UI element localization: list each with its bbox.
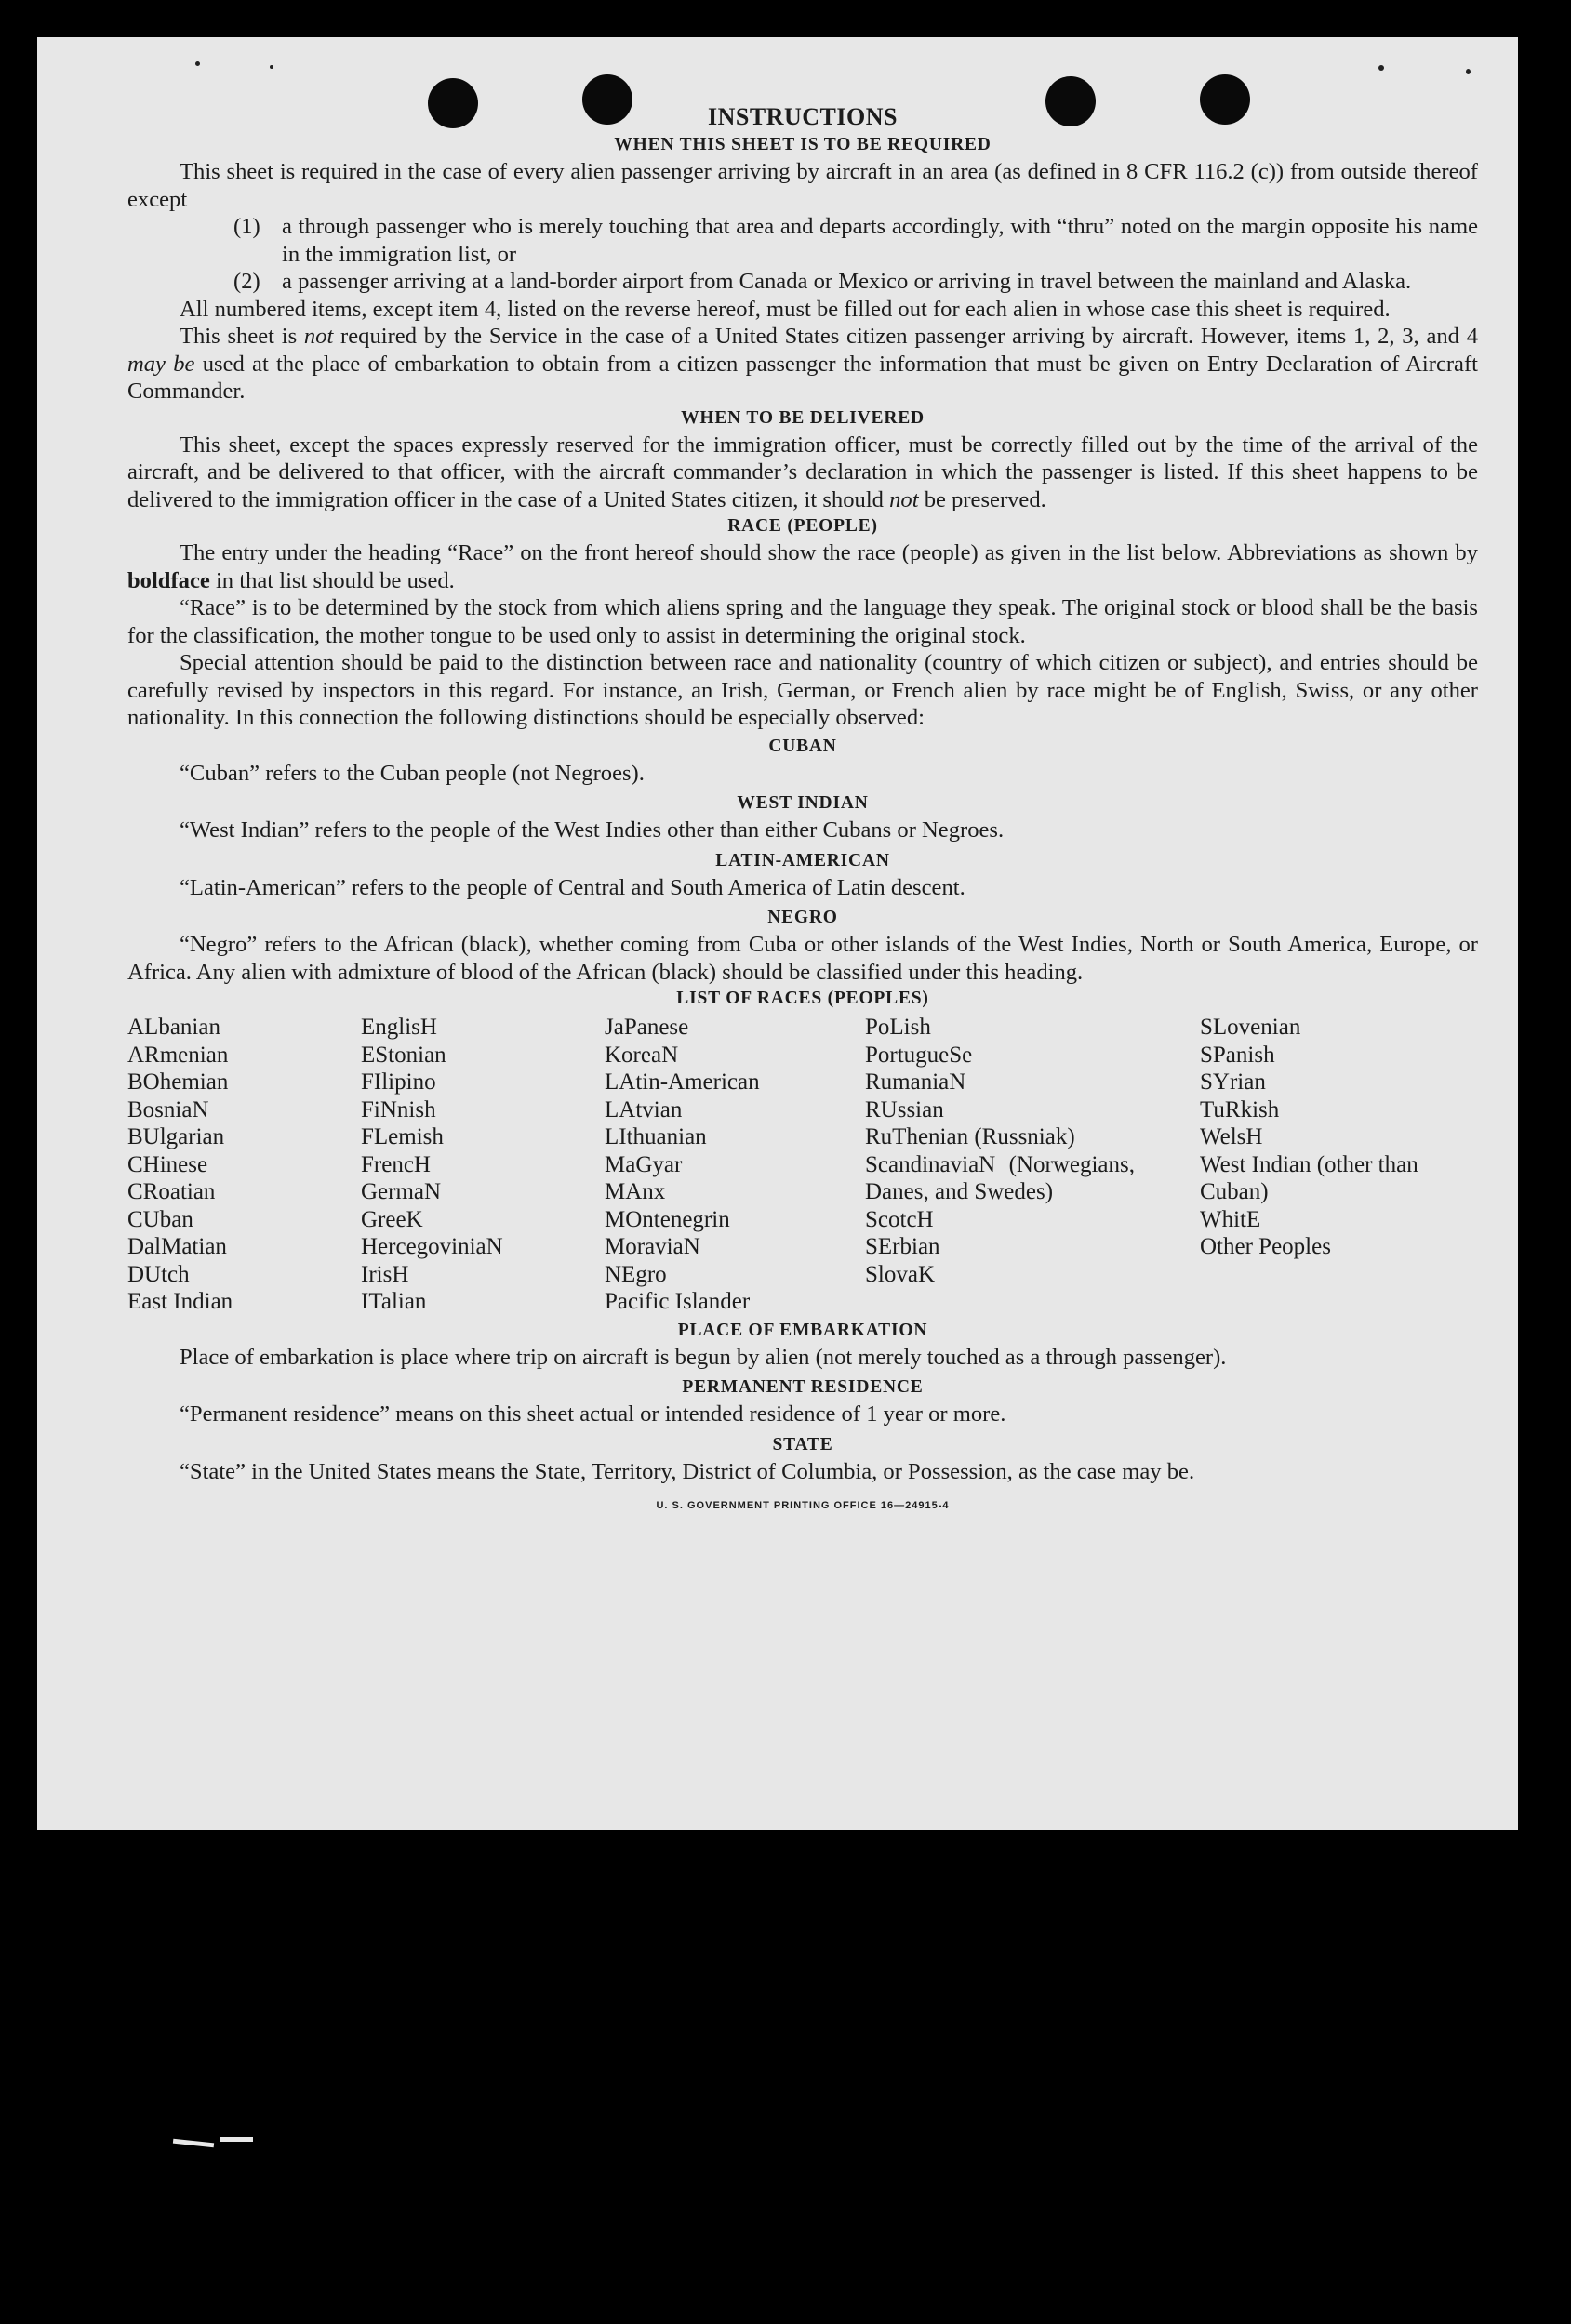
list-item: FIlipino <box>361 1069 436 1095</box>
section-heading-required: WHEN THIS SHEET IS TO BE REQUIRED <box>614 135 992 154</box>
list-item: Pacific Islander <box>605 1289 751 1314</box>
list-item: ScandinaviaN (Norwegians, Danes, and Swedes) <box>865 1151 1135 1204</box>
dust-speck <box>1466 69 1471 74</box>
instructions-content <box>127 102 1478 1521</box>
races-column <box>865 1014 1200 1316</box>
list-item: MOntenegrin <box>605 1206 730 1232</box>
list-item: RuThenian (Russniak) <box>865 1124 1075 1149</box>
races-table <box>127 1014 1478 1316</box>
paragraph: This sheet is not required by the Service in the case of a United States citizen passenger arriving by aircraft. However, items 1, 2, 3, and 4 may be used at the place of embarkation to obtain from a citizen passenger the information that must be given on Entry Declaration of Aircraft Commander. <box>127 324 1478 404</box>
section-heading-delivered: WHEN TO BE DELIVERED <box>681 407 925 428</box>
list-item: ITalian <box>361 1289 427 1314</box>
list-item: (1) a through passenger who is merely touching that area and departs accordingly, with “thru” noted on the margin opposite his name in the immigration list, or <box>233 214 1478 267</box>
paragraph: “Latin-American” refers to the people of Central and South America of Latin descent. <box>180 874 965 900</box>
paragraph: “State” in the United States means the State, Territory, District of Columbia, or Possession, as the case may be. <box>180 1458 1195 1484</box>
list-item: WhitE <box>1200 1206 1261 1232</box>
list-item: ScotcH <box>865 1206 934 1232</box>
list-item: LIthuanian <box>605 1124 707 1149</box>
list-item: GreeK <box>361 1206 423 1232</box>
section-heading-state: STATE <box>772 1434 833 1454</box>
list-item: RumaniaN <box>865 1069 966 1095</box>
list-item: SPanish <box>1200 1042 1275 1068</box>
list-item: NEgro <box>605 1261 667 1287</box>
list-item: GermaN <box>361 1179 442 1204</box>
list-item: SLovenian <box>1200 1015 1301 1040</box>
list-item: TuRkish <box>1200 1096 1280 1122</box>
paragraph: This sheet, except the spaces expressly reserved for the immigration officer, must be correctly filled out by the time of the arrival of the aircraft, and be delivered to that officer, with the aircraft commander’s declaration in which the passenger is listed. If this sheet happens to be delivered to the immigration officer in the case of a United States citizen, it should not be preserved. <box>127 432 1478 512</box>
list-item: PortugueSe <box>865 1042 973 1068</box>
section-heading-negro: NEGRO <box>767 908 838 927</box>
list-item: RUssian <box>865 1096 944 1122</box>
paragraph: “Cuban” refers to the Cuban people (not Negroes). <box>180 760 645 786</box>
list-item: WelsH <box>1200 1124 1263 1149</box>
page-title: INSTRUCTIONS <box>708 103 898 130</box>
section-heading-race: RACE (PEOPLE) <box>727 516 878 536</box>
list-item: CUban <box>127 1206 193 1232</box>
list-item: MAnx <box>605 1179 666 1204</box>
list-item: SYrian <box>1200 1069 1266 1095</box>
list-item: ALbanian <box>127 1015 220 1040</box>
scan-artifact <box>220 2137 253 2142</box>
list-item: KoreaN <box>605 1042 679 1068</box>
list-item: JaPanese <box>605 1015 689 1040</box>
paragraph: Place of embarkation is place where trip on aircraft is begun by alien (not merely touched as a through passenger). <box>180 1344 1227 1370</box>
list-item: MaGyar <box>605 1151 683 1177</box>
list-item: DUtch <box>127 1261 190 1287</box>
list-item: DalMatian <box>127 1234 227 1259</box>
dust-speck <box>195 61 200 66</box>
list-item: EnglisH <box>361 1015 437 1040</box>
section-heading-list-of-races: LIST OF RACES (PEOPLES) <box>676 989 929 1008</box>
section-heading-latin-american: LATIN-AMERICAN <box>715 850 890 870</box>
paragraph: “Race” is to be determined by the stock from which aliens spring and the language they speak. The original stock or blood shall be the basis for the classification, the mother tongue to be used only to assist in determining the original stock. <box>127 595 1478 648</box>
list-item: SErbian <box>865 1234 940 1259</box>
dust-speck <box>1378 65 1384 71</box>
races-column <box>605 1014 865 1316</box>
paragraph: “West Indian” refers to the people of the West Indies other than either Cubans or Negroes. <box>180 817 1005 843</box>
scan-artifact <box>173 2139 214 2148</box>
list-item: EStonian <box>361 1042 446 1068</box>
races-column <box>361 1014 605 1316</box>
list-item: Other Peoples <box>1200 1234 1331 1259</box>
list-item: LAtvian <box>605 1096 683 1122</box>
list-item: CRoatian <box>127 1179 216 1204</box>
paragraph: The entry under the heading “Race” on the front hereof should show the race (people) as given in the list below. Abbreviations as shown by boldface in that list should be used. <box>127 540 1478 593</box>
section-heading-west-indian: WEST INDIAN <box>737 793 869 813</box>
races-column <box>127 1014 361 1316</box>
document-sheet <box>37 37 1518 1830</box>
list-item: IrisH <box>361 1261 409 1287</box>
list-item: PoLish <box>865 1015 931 1040</box>
list-item: FLemish <box>361 1124 444 1149</box>
paragraph: “Negro” refers to the African (black), whether coming from Cuba or other islands of the West Indies, North or South America, Europe, or Africa. Any alien with admixture of blood of the African (black) should be classified under this heading. <box>127 932 1478 985</box>
printing-office-footer: U. S. GOVERNMENT PRINTING OFFICE 16—24915-4 <box>656 1500 950 1511</box>
list-item: LAtin-American <box>605 1069 760 1095</box>
section-heading-residence: PERMANENT RESIDENCE <box>682 1377 924 1397</box>
paragraph: This sheet is required in the case of every alien passenger arriving by aircraft in an area (as defined in 8 CFR 116.2 (c)) from outside thereof except <box>127 159 1478 212</box>
list-item: ARmenian <box>127 1042 229 1068</box>
races-column <box>1200 1014 1478 1316</box>
paragraph: “Permanent residence” means on this sheet actual or intended residence of 1 year or more. <box>180 1401 1006 1427</box>
list-item: MoraviaN <box>605 1234 700 1259</box>
dust-speck <box>270 65 273 69</box>
list-item: SlovaK <box>865 1261 935 1287</box>
list-item: (2) a passenger arriving at a land-border airport from Canada or Mexico or arriving in travel between the mainland and Alaska. <box>233 269 1412 294</box>
list-item: CHinese <box>127 1151 208 1177</box>
paragraph: All numbered items, except item 4, listed on the reverse hereof, must be filled out for each alien in whose case this sheet is required. <box>180 296 1391 322</box>
section-heading-embarkation: PLACE OF EMBARKATION <box>677 1320 928 1340</box>
list-item: BUlgarian <box>127 1124 225 1149</box>
section-heading-cuban: CUBAN <box>768 736 837 756</box>
list-item: HercegoviniaN <box>361 1234 503 1259</box>
paragraph: Special attention should be paid to the distinction between race and nationality (country of which citizen or subject), and entries should be carefully revised by inspectors in this regard. For instance, an Irish, German, or French alien by race might be of English, Swiss, or any other nationality. In this connection the following distinctions should be especially observed: <box>127 650 1478 730</box>
list-item: BosniaN <box>127 1096 209 1122</box>
list-item: East Indian <box>127 1289 233 1314</box>
list-item: FrencH <box>361 1151 431 1177</box>
list-item: BOhemian <box>127 1069 229 1095</box>
list-item: West Indian (other than Cuban) <box>1200 1151 1418 1204</box>
list-item: FiNnish <box>361 1096 436 1122</box>
